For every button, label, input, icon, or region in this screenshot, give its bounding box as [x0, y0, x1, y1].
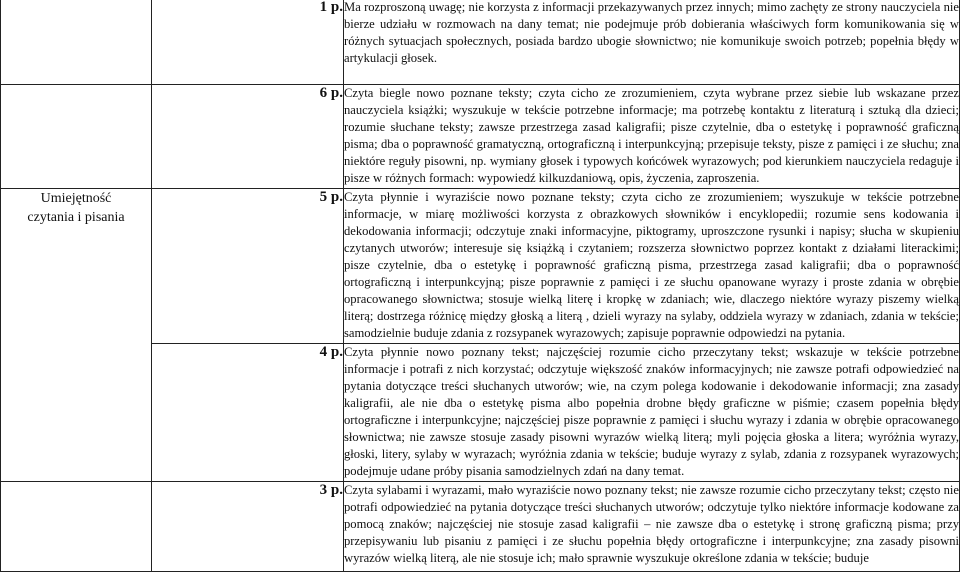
- description-cell: Czyta sylabami i wyrazami, mało wyraziście nowo poznany tekst; nie zawsze rozumie cicho przeczytany tekst; często nie potrafi odpowiedzieć na pytania dotyczące treści słuchanych utworów; odczytuje tylko niektóre informacje kodowane za pomocą znaków; najczęściej nie stosuje zasad kaligrafii – nie zawsze dba o estetykę i stronę graficzną pisma; przy przepisywaniu lub pisaniu z pamięci i ze słuchu popełnia błędy ortograficzne i interpunkcyjne; zna zasady pisowni wyrazów wielką literą, ale nie stosuje ich; mało sprawnie wyszukuje określone zdania w tekście; buduje: [344, 482, 960, 572]
- description-cell: Ma rozproszoną uwagę; nie korzysta z informacji przekazywanych przez innych; mimo zachęty ze strony nauczyciela nie bierze udziału w rozmowach na dany temat; nie podejmuje prób dobierania właściwych form komunikowania się w różnych sytuacjach społecznych, posiada bardzo ubogie słownictwo; nie komunikuje swoich potrzeb; popełnia błędy w artykulacji głosek.: [344, 0, 960, 85]
- grade-cell: [152, 0, 344, 85]
- table-row: [1, 0, 960, 85]
- skill-cell-empty: [1, 85, 152, 189]
- grade-label: 1 p.: [319, 0, 343, 15]
- grade-label: 5 p.: [319, 189, 343, 205]
- grade-label: 3 p.: [319, 482, 343, 498]
- skill-cell-empty: [1, 0, 152, 85]
- skill-cell-empty: [1, 482, 152, 572]
- skill-label: [1, 189, 151, 227]
- description-cell: Czyta płynnie i wyraziście nowo poznane teksty; czyta cicho ze zrozumieniem; wyszukuje w tekście potrzebne informacje, w miarę możliwości korzysta z obrazkowych słowników i encyklopedii; rozumie sens kodowania i dekodowania informacji; odczytuje znaki informacyjne, piktogramy, uproszczone rysunki i napisy; słucha w skupieniu czytanych utworów; interesuje się książką i czytaniem; rozszerza słownictwo poprzez kontakt z działami literackimi; pisze czytelnie, dba o estetykę i poprawność graficzną pisma, przestrzega zasad kaligrafii; dba o poprawność ortograficzną i interpunkcyjną; pisze poprawnie z pamięci i ze słuchu opanowane wyrazy i proste zdania w obrębie opracowanego słownictwa; stosuje wielką literę i kropkę w zdaniach; wie, dlaczego niektóre wyrazy piszemy wielką literą; dostrzega różnicę między głoską a literą , dzieli wyrazy na sylaby, oddziela wyrazy w zdaniach, zdania w tekście; samodzielnie buduje zdania z rozsypanek wyrazowych; zapisuje poprawnie odpowiedzi na pytania.: [344, 189, 960, 344]
- table-row: [1, 85, 960, 189]
- description-cell: Czyta biegle nowo poznane teksty; czyta cicho ze zrozumieniem, czyta wybrane przez siebie lub wskazane przez nauczyciela książki; wyszukuje w tekście potrzebne informacje; ma potrzebę kontaktu z literaturą i sztuką dla dzieci; rozumie słuchane teksty; zawsze przestrzega zasad kaligrafii; pisze czytelnie, dba o estetykę i poprawność graficzną pisma; dba o poprawność gramatyczną, ortograficzną i interpunkcyjną; przepisuje teksty, pisze z pamięci i ze słuchu; zna niektóre reguły pisowni, np. wymiany głosek i typowych końcówek wyrazowych; pod kierunkiem nauczyciela redaguje i pisze w różnych formach: wypowiedź kilkuzdaniową, opis, życzenia, zaproszenia.: [344, 85, 960, 189]
- grade-cell: [152, 344, 344, 482]
- skill-label-line2: czytania i pisania: [27, 210, 125, 225]
- grade-cell: [152, 482, 344, 572]
- skill-cell: [1, 189, 152, 482]
- skill-label-line1: Umiejętność: [40, 191, 112, 206]
- description-cell: Czyta płynnie nowo poznany tekst; najczęściej rozumie cicho przeczytany tekst; wskazuje w tekście potrzebne informacje i potrafi z nich korzystać; odczytuje większość znaków informacyjnych; nie zawsze potrafi odpowiedzieć na pytania dotyczące treści słuchanych utworów; wie, na czym polega kodowanie i dekodowanie informacji; zna zasady kaligrafii, ale nie dba o estetykę pisma albo popełnia drobne błędy graficzne w piśmie; czasem popełnia błędy ortograficzne i interpunkcyjne; najczęściej pisze poprawnie z pamięci i słuchu wyrazy i zdania w obrębie opracowanego słownictwa; nie zawsze stosuje zasady pisowni wyrazów wielką literą; myli pojęcia głoska a litera; wyróżnia wyrazy, głoski, litery, sylaby w wyrazach; wyróżnia zdania w tekście; buduje wyrazy z sylab, zdania z rozsypanek wyrazowych; podejmuje udane próby pisania samodzielnych zdań na dany temat.: [344, 344, 960, 482]
- grade-cell: [152, 189, 344, 344]
- grade-label: 4 p.: [319, 344, 343, 360]
- grade-label: 6 p.: [319, 85, 343, 101]
- table-row: [1, 189, 960, 344]
- grade-cell: [152, 85, 344, 189]
- table-row: [1, 482, 960, 572]
